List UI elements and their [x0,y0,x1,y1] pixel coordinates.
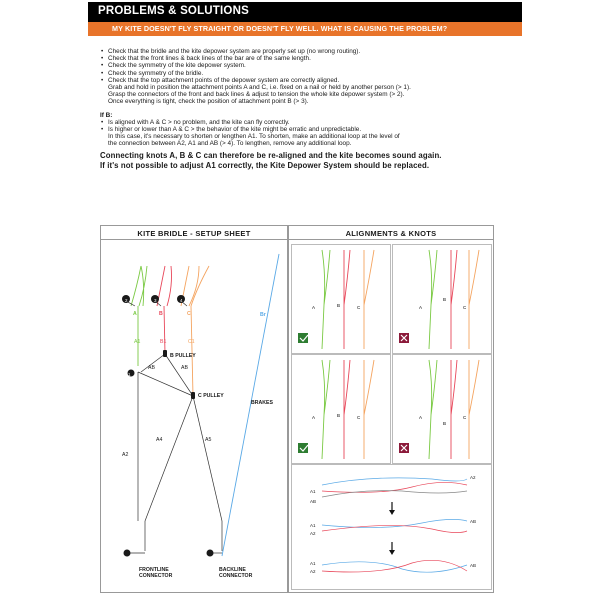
svg-text:A1: A1 [310,523,316,528]
if-b-detail: the connection between A2, A1 and AB (> 4). To lengthen, remove any additional loop. [108,140,352,148]
header-bar [88,2,522,22]
svg-text:C: C [463,415,467,420]
question-text: MY KITE DOESN'T FLY STRAIGHT OR DOESN'T FLY WELL. WHAT IS CAUSING THE PROBLEM? [112,24,448,33]
label-b1: B1 [160,339,167,345]
backline-dot [207,550,214,557]
svg-text:B: B [337,303,341,308]
marker-number: 3 [154,298,157,303]
bridle-panel-title: KITE BRIDLE - SETUP SHEET [137,229,251,238]
if-b-list [100,119,515,133]
label-frontline-connector: FRONTLINE CONNECTOR [139,567,173,579]
label-a4: A4 [156,437,163,443]
label-brakes: BRAKES [251,400,273,406]
svg-text:B: B [443,421,447,426]
label-backline-connector: BACKLINE CONNECTOR [219,567,253,579]
svg-text:B: B [443,297,447,302]
svg-text:B: B [337,413,341,418]
conclusion-line: If it's not possible to adjust A1 correctly, the Kite Depower System should be replaced. [100,160,430,170]
procedure-step: Grab and hold in position the attachment points A and C, i.e. fixed on a nail or held by another person (> 1). [108,84,411,92]
label-a: A [133,311,137,317]
alignments-panel [288,225,494,593]
svg-text:AB: AB [310,499,317,504]
svg-text:A1: A1 [310,489,316,494]
label-c: C [187,311,191,317]
svg-text:A2: A2 [310,531,316,536]
alignments-panel-title: ALIGNMENTS & KNOTS [345,229,437,238]
marker-number: 2 [125,298,128,303]
label-a2: A2 [122,452,129,458]
if-b-heading: If B: [100,111,113,119]
question-bar [88,22,522,36]
svg-text:C: C [357,415,361,420]
b-pulley-icon [163,350,167,357]
svg-text:A1: A1 [310,561,316,566]
alignment-wrong-2 [392,354,492,464]
conclusion-line: Connecting knots A, B & C can therefore be re-aligned and the kite becomes sound again. [100,150,442,160]
procedure-step: Grasp the connectors of the front and back lines & adjust to tension the whole kite depower system (> 2). [108,91,405,99]
page [88,0,522,600]
svg-text:C: C [357,305,361,310]
alignment-correct-1 [291,244,391,354]
if-b-item: • Is aligned with A & C > no problem, and the kite can fly correctly. [100,119,515,126]
if-b-item: • Is higher or lower than A & C > the behavior of the kite might be erratic and unpredictable. [100,126,515,133]
checklist [100,48,515,84]
checklist-item: • Check that the front lines & back lines of the bar are of the same length. [100,55,515,62]
checklist-item: • Check that the bridle and the kite depower system are properly set up (no wrong routing). [100,48,515,55]
svg-text:A2: A2 [310,569,316,574]
label-c-pulley: C PULLEY [198,393,224,399]
svg-text:A: A [419,305,423,310]
alignment-correct-2 [291,354,391,464]
bridle-setup-panel [100,225,288,593]
checklist-item: • Check that the top attachment points of the depower system are correctly aligned. [100,77,515,84]
page-title: PROBLEMS & SOLUTIONS [98,5,249,17]
label-b: B [159,311,163,317]
svg-text:A: A [312,305,316,310]
label-a1: A1 [134,339,141,345]
bridle-diagram [101,226,287,592]
svg-text:A2: A2 [470,475,476,480]
marker-number: 4 [180,298,183,303]
svg-text:AB: AB [470,563,477,568]
instructions [100,48,515,171]
c-pulley-icon [191,392,195,399]
knot-diagram [291,464,492,590]
checklist-item: • Check the symmetry of the bridle. [100,70,515,77]
checklist-item: • Check the symmetry of the kite depower system. [100,62,515,69]
frontline-dot [124,550,131,557]
svg-text:A: A [312,415,316,420]
label-br: Br [260,312,266,318]
svg-text:AB: AB [470,519,477,524]
divider [289,239,493,240]
svg-text:C: C [463,305,467,310]
label-c1: C1 [188,339,195,345]
svg-text:A: A [419,415,423,420]
procedure-step: Once everything is tight, check the position of attachment point B (> 3). [108,98,309,106]
label-b-pulley: B PULLEY [170,353,196,359]
label-ab: AB [148,365,155,371]
label-ab-2: AB [181,365,188,371]
if-b-detail: In this case, it's necessary to shorten or lengthen A1. To shorten, make an additional loop at the level of [108,133,400,141]
label-a5: A5 [205,437,212,443]
marker-number: 1 [128,372,131,377]
alignment-wrong-1 [392,244,492,354]
